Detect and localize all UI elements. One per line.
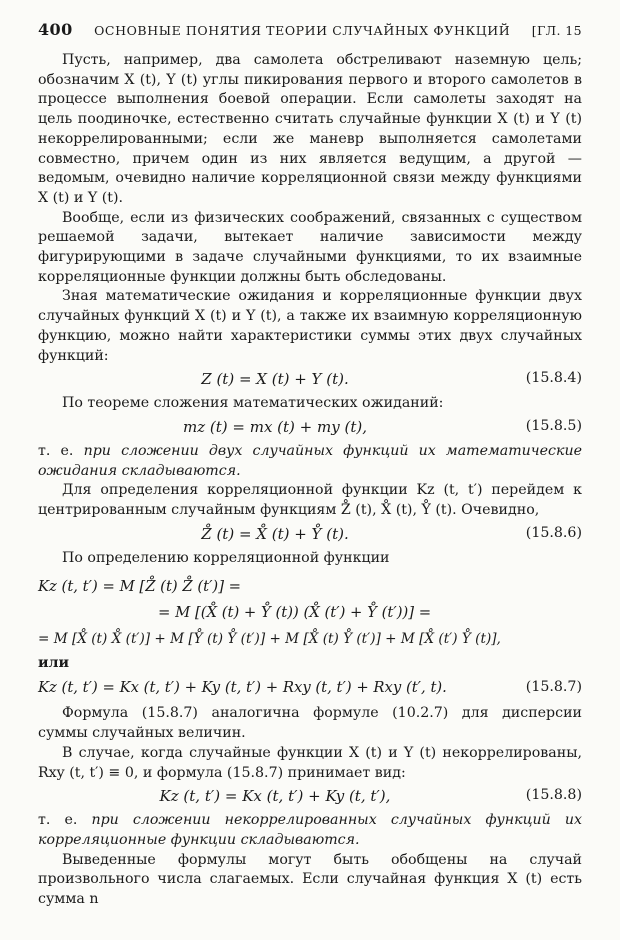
paragraph-lead: т. е. (38, 812, 92, 829)
equation-15-8-7 (38, 674, 582, 704)
paragraph-8: Формула (15.8.7) аналогична формуле (10.2.7) для дисперсии суммы случайных величин. (38, 705, 582, 742)
paragraph-10 (38, 811, 582, 850)
or-word: или (38, 655, 70, 672)
paragraph-3: Зная математические ожидания и корреляционные функции двух случайных функций X (t) и Y (t), а также их взаимную корреляционную функцию, можно найти характеристики суммы этих двух случайных функций: (38, 288, 582, 364)
equation-15-8-4 (38, 366, 582, 394)
equation-body: Z (t) = X (t) + Y (t). (201, 370, 349, 389)
italic-statement: при сложении двух случайных функций их математические ожидания складываются. (38, 442, 582, 479)
equation-15-8-5 (38, 414, 582, 442)
derivation-line-2: = M [(X̊ (t) + Y̊ (t)) (X̊ (t′) + Y̊ (t′))] = (158, 604, 432, 622)
equation-body: Z̊ (t) = X̊ (t) + Y̊ (t). (201, 524, 349, 543)
running-head (38, 20, 582, 39)
equation-body: mz (t) = mx (t) + my (t), (183, 417, 367, 436)
paragraph-5 (38, 442, 582, 481)
equation-15-8-8 (38, 783, 582, 811)
equation-number: (15.8.4) (525, 370, 582, 387)
paragraph-4: По теореме сложения математических ожиданий: (62, 395, 444, 412)
derivation-line-3: = M [X̊ (t) X̊ (t′)] + M [Y̊ (t) Y̊ (t′)] + M [X̊ (t) Y̊ (t′)] + M [X̊ (t′) Y̊ (t)], (38, 631, 501, 648)
paragraph-1: Пусть, например, два самолета обстреливают наземную цель; обозначим X (t), Y (t) углы пикирования первого и второго самолетов в процессе выполнения боевой операции. Если самолеты заходят на цель поодиночке, естественно считать случайные функции X (t) и Y (t) некоррелированными; если же маневр выполняется самолетами совместно, причем один из них является ведущим, а другой — ведомым, очевидно наличие корреляционной связи между функциями X (t) и Y (t). (38, 52, 582, 206)
paragraph-7: По определению корреляционной функции (62, 549, 390, 566)
paragraph-11: Выведенные формулы могут быть обобщены на случай произвольного числа слагаемых. Если случайная функция X (t) есть сумма n (38, 851, 582, 908)
italic-statement: при сложении некоррелированных случайных функций их корреляционные функции складываются. (38, 812, 582, 848)
equation-number: (15.8.8) (525, 787, 582, 804)
running-title: ОСНОВНЫЕ ПОНЯТИЯ ТЕОРИИ СЛУЧАЙНЫХ ФУНКЦИЙ (94, 23, 511, 38)
paragraph-9: В случае, когда случайные функции X (t) и Y (t) некоррелированы, Rxy (t, t′) ≡ 0, и формула (15.8.7) принимает вид: (38, 744, 582, 781)
paragraph-2: Вообще, если из физических соображений, связанных с существом решаемой задачи, вытекает наличие зависимости между фигурирующими в задаче случайными функциями, то их взаимные корреляционные функции должны быть обследованы. (38, 209, 582, 285)
equation-body: Kz (t, t′) = Kx (t, t′) + Ky (t, t′) + Rxy (t, t′) + Rxy (t′, t). (38, 679, 447, 697)
derivation-line-1: Kz (t, t′) = M [Z̊ (t) Z̊ (t′)] = (38, 578, 242, 596)
equation-15-8-6 (38, 521, 582, 549)
equation-number: (15.8.7) (525, 679, 582, 696)
chapter-label: [ГЛ. 15 (531, 23, 582, 38)
equation-number: (15.8.6) (525, 524, 582, 541)
paragraph-lead: т. е. (38, 442, 84, 459)
equation-number: (15.8.5) (525, 417, 582, 434)
equation-body: Kz (t, t′) = Kx (t, t′) + Ky (t, t′), (159, 787, 391, 806)
page-number: 400 (38, 20, 73, 39)
paragraph-6: Для определения корреляционной функции Kz (t, t′) перейдем к центрированным случайным функциям Z̊ (t), X̊ (t), Y̊ (t). Очевидно, (38, 482, 582, 519)
